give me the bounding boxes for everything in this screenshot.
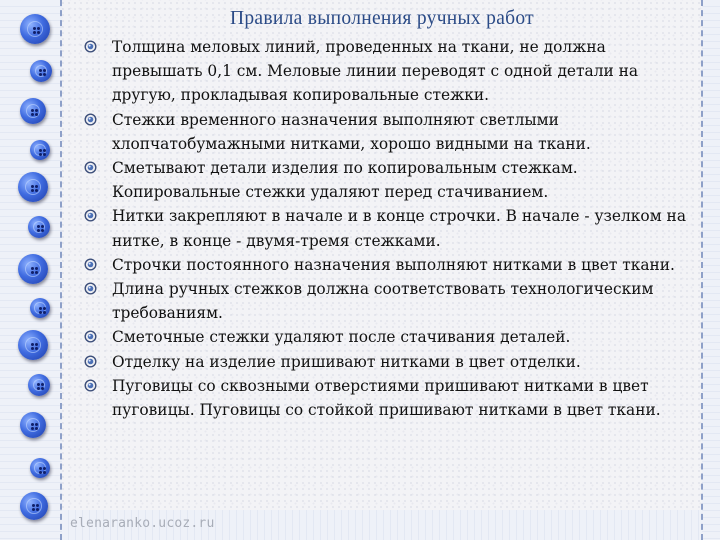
- sewing-button-icon: [30, 140, 50, 160]
- right-decorative-band: [702, 0, 720, 540]
- ring-bullet-icon: [84, 113, 97, 126]
- ring-bullet-icon: [84, 330, 97, 343]
- sewing-button-icon: [28, 374, 50, 396]
- sewing-button-icon: [20, 492, 48, 520]
- rule-text: Толщина меловых линий, проведенных на ткани, не должна превышать 0,1 см. Меловые линии переводят с одной детали на другую, прокладывая копировальные стежки.: [112, 38, 639, 105]
- slide-title: Правила выполнения ручных работ: [229, 8, 535, 29]
- sewing-button-icon: [30, 60, 52, 82]
- rule-item: [80, 156, 700, 204]
- right-stitch-line: [701, 0, 703, 540]
- ring-bullet-icon: [84, 258, 97, 271]
- ring-bullet-icon: [84, 379, 97, 392]
- left-stitch-line: [60, 0, 62, 540]
- site-watermark: elenaranko.ucoz.ru: [70, 516, 215, 531]
- sewing-button-icon: [28, 216, 50, 238]
- rule-text: Отделку на изделие пришивают нитками в цвет отделки.: [112, 352, 581, 371]
- ring-bullet-icon: [84, 209, 97, 222]
- rule-text: Сметочные стежки удаляют после стачивания деталей.: [112, 328, 571, 347]
- rule-text: Стежки временного назначения выполняют светлыми хлопчатобумажными нитками, хорошо видными на ткани.: [112, 110, 591, 153]
- rule-item: [80, 108, 700, 156]
- rule-text: Строчки постоянного назначения выполняют нитками в цвет ткани.: [112, 255, 675, 274]
- sewing-button-icon: [18, 254, 48, 284]
- rule-item: [80, 277, 700, 325]
- rule-item: [80, 35, 700, 108]
- ring-bullet-icon: [84, 40, 97, 53]
- rule-item: [80, 374, 700, 422]
- rule-text: Пуговицы со сквозными отверстиями пришивают нитками в цвет пуговицы. Пуговицы со стойкой пришивают нитками в цвет ткани.: [112, 376, 661, 420]
- rule-item: [80, 350, 700, 374]
- sewing-button-icon: [20, 98, 46, 124]
- sewing-button-icon: [30, 298, 50, 318]
- rules-list: [80, 35, 700, 422]
- ring-bullet-icon: [84, 282, 97, 295]
- rule-text: Длина ручных стежков должна соответствовать технологическим требованиям.: [112, 280, 654, 323]
- ring-bullet-icon: [84, 161, 97, 174]
- sewing-button-icon: [20, 412, 46, 438]
- sewing-button-icon: [30, 458, 50, 478]
- rule-item: [80, 204, 700, 252]
- ring-bullet-icon: [84, 355, 97, 368]
- rule-text: Нитки закрепляют в начале и в конце строчки. В начале - узелком на нитке, в конце - двумя-тремя стежками.: [112, 207, 686, 250]
- sewing-button-icon: [20, 14, 50, 44]
- sewing-button-icon: [18, 172, 48, 202]
- rule-text: Сметывают детали изделия по копировальным стежкам. Копировальные стежки удаляют перед стачиванием.: [112, 159, 578, 202]
- rule-item: [80, 253, 700, 277]
- rule-item: [80, 325, 700, 349]
- sewing-button-icon: [18, 330, 48, 360]
